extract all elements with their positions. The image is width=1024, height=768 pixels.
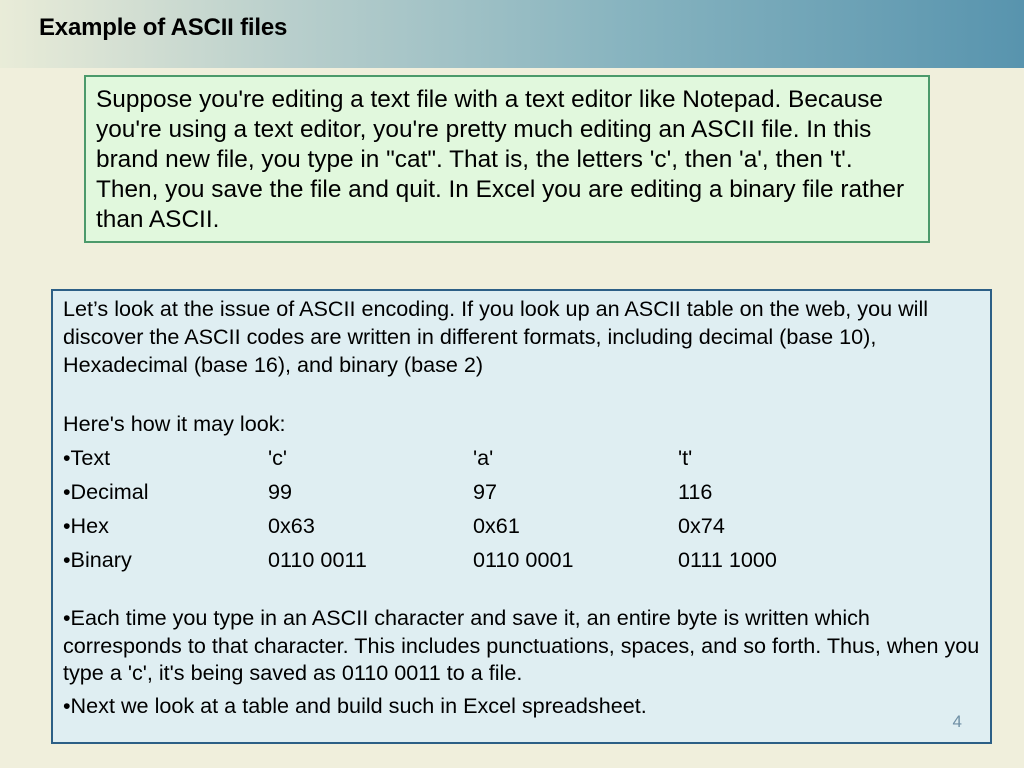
cell-t: 0111 1000 <box>678 547 777 572</box>
row-label: •Binary <box>63 547 132 572</box>
intro-text: Suppose you're editing a text file with a text editor like Notepad. Because you're using a text editor, you're pretty much editing an ASCII file. In this brand new file, you type in "cat". That is, the letters 'c', then 'a', then 't'. Then, you save the file and quit. In Excel you are editing a binary file rather than ASCII. <box>96 86 905 233</box>
row-label: •Hex <box>63 513 109 538</box>
next-step-bullet: •Next we look at a table and build such in Excel spreadsheet. <box>63 692 647 718</box>
page-number: 4 <box>952 712 962 731</box>
cell-c: 'c' <box>268 445 288 470</box>
cell-t: 0x74 <box>678 513 725 538</box>
howto-line: Here's how it may look: <box>63 411 286 436</box>
cell-c: 99 <box>268 479 293 504</box>
table-row <box>63 441 777 475</box>
table-row <box>63 543 777 577</box>
cell-c: 0110 0011 <box>268 547 367 572</box>
intro-callout-box <box>84 75 930 243</box>
cell-c: 0x63 <box>268 513 315 538</box>
slide-title: Example of ASCII files <box>39 14 288 41</box>
table-row <box>63 509 777 543</box>
table-row <box>63 475 777 509</box>
byte-note-bullet: •Each time you type in an ASCII character and save it, an entire byte is written which corresponds to that character. This includes punctuations, spaces, and so forth. Thus, when you type a 'c', it's being saved as 0110 0011 to a file. <box>63 605 980 685</box>
cell-a: 'a' <box>473 445 494 470</box>
content-box <box>51 289 992 744</box>
cell-a: 0x61 <box>473 513 520 538</box>
cell-t: 116 <box>678 479 713 504</box>
ascii-table <box>63 441 777 577</box>
row-label: •Decimal <box>63 479 149 504</box>
cell-t: 't' <box>678 445 693 470</box>
cell-a: 0110 0001 <box>473 547 574 572</box>
cell-a: 97 <box>473 479 498 504</box>
row-label: •Text <box>63 445 111 470</box>
encoding-paragraph: Let’s look at the issue of ASCII encoding. If you look up an ASCII table on the web, you will discover the ASCII codes are written in different formats, including decimal (base 10), Hexadecimal (base 16), and binary (base 2) <box>63 296 929 377</box>
